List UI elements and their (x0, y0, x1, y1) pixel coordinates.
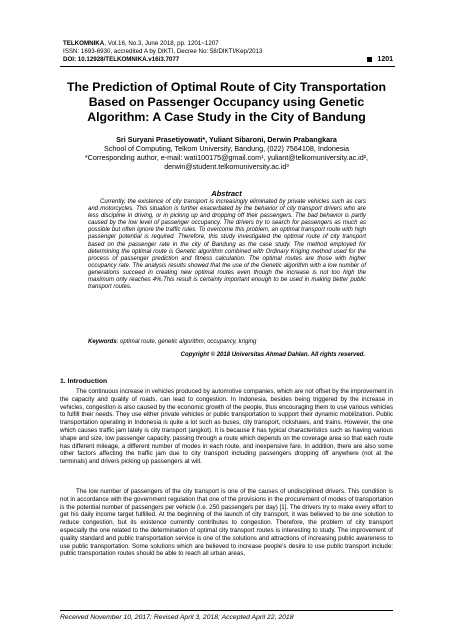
doi-line: DOI: 10.12928/TELKOMNIKA.v16i3.7077 (63, 56, 180, 64)
square-bullet-icon (367, 57, 372, 62)
journal-name: TELKOMNIKA (63, 40, 105, 47)
copyright-notice: Copyright © 2018 Universitas Ahmad Dahlan. All rights reserved. (180, 352, 365, 358)
journal-volume-info: , Vol.16, No.3, June 2018, pp. 1201~1207 (104, 40, 219, 47)
affiliation: School of Computing, Telkom University, Bandung, (022) 7564108, Indonesia (103, 144, 350, 153)
keywords-label: Keywords (88, 339, 117, 345)
email-line-2: derwin@student.telkomuniversity.ac.id³ (164, 162, 289, 171)
journal-header (63, 40, 393, 65)
author-block (60, 135, 393, 171)
keywords (88, 339, 366, 345)
paper-title: The Prediction of Optimal Route of City Transportation Based on Passenger Occupancy using Genetic Algorithm: A Case Study in the City of Bandung (66, 80, 387, 124)
section-heading: 1. Introduction (60, 378, 108, 385)
page-number-text: 1201 (377, 56, 393, 63)
keywords-text: : optimal route, genetic algorithm, occupancy, kriging (116, 339, 257, 345)
author-names: Sri Suryani Prasetiyowati*, Yuliant Sibaroni, Derwin Prabangkara (116, 135, 337, 144)
issn-line: ISSN: 1693-6930, accredited A by DIKTI, Decree No: 58/DIKTI/Kep/2013 (63, 48, 263, 56)
intro-paragraph-1: The continuous increase in vehicles produced by automotive companies, which are not offset by the improvement in the capacity and quality of roads, can lead to congestion. In Indonesia, besides being triggered by the increase in vehicles, congestion is also caused by the economic growth of the people, thus encouraging them to use various vehicles to fulfill their needs. They use either private vehicles or public transportation to support their dynamic mobilization. Public transportation operating in Indonesia is quite a lot such as buses, city transport, rickshaws, and trains. However, the one which causes traffic jam lately is city transport (angkot). It is because it has typical characteristics such as having various shape and size, low passenger capacity, passing through a route which depends on the coverage area so that each route has different mileage, a different number of modes in each route, and inexpensive fare. In addition, there are also some other factors affecting the traffic jam due to city transport including passengers dropping off anywhere (not at the terminals) and drivers picking up passengers at will. (60, 388, 393, 466)
footer-divider (60, 610, 393, 611)
email-line-1: *Corresponding author, e-mail: wati100175@gmail.com¹, yuliant@telkomuniversity.ac.id², (84, 153, 369, 162)
abstract-text: Currently, the existence of city transport is increasingly eliminated by private vehicles such as cars and motorcycles. This situation is further exacerbated by the behavior of city transport drivers who are less discipline in driving, or in picking up and dropping off their passengers. The bad behavior is partly caused by the low level of passenger occupancy. The drivers try to search for passengers as much as possible but often ignore the traffic rules. To overcome this problem, an optimal transport route with high passenger potential is required. Therefore, this study investigated the optimal route of city transport based on the passenger rate in the city of Bandung as the case study. The method employed for determining the optimal route is Genetic algorithm combined with Ordinary Kriging method used for the process of passenger prediction and fitness calculation. The optimal routes are those with higher occupancy rate. The analysis results showed that the use of the Genetic algorithm with a low number of generations succeed in creating new optimal routes even though the increase is not too high the maximum only reaches 4%.This result is certainly important enough to be used in making better public transport routes. (88, 199, 366, 291)
page-number (367, 56, 393, 63)
received-dates: Received November 10, 2017; Revised April 3, 2018; Accepted April 22, 2018 (60, 614, 294, 621)
intro-paragraph-2: The low number of passengers of the city transport is one of the causes of undisciplined drivers. This condition is not in accordance with the government regulation that one of the provisions in the procurement of modes of transportation is the potential number of passengers per vehicle (i.e. 250 passengers per day) [1]. The drivers try to make every effort to get his daily income target fulfilled. At the beginning of the launch of city transport, it was believed to be one solution to reduce congestion, but its existence currently contributes to congestion. Therefore, the problem of city transport especially the one related to the determination of optimal city transport routes is interesting to study. The improvement of quality standard and public transportation service is one of the solutions and attractions of increasing public awareness to use public transportation. Some solutions which are believed to increase people's desire to use public transport include: public transportation routes should be able to reach all urban areas, (60, 488, 393, 558)
abstract-heading: Abstract (211, 189, 242, 198)
header-divider (60, 66, 395, 67)
